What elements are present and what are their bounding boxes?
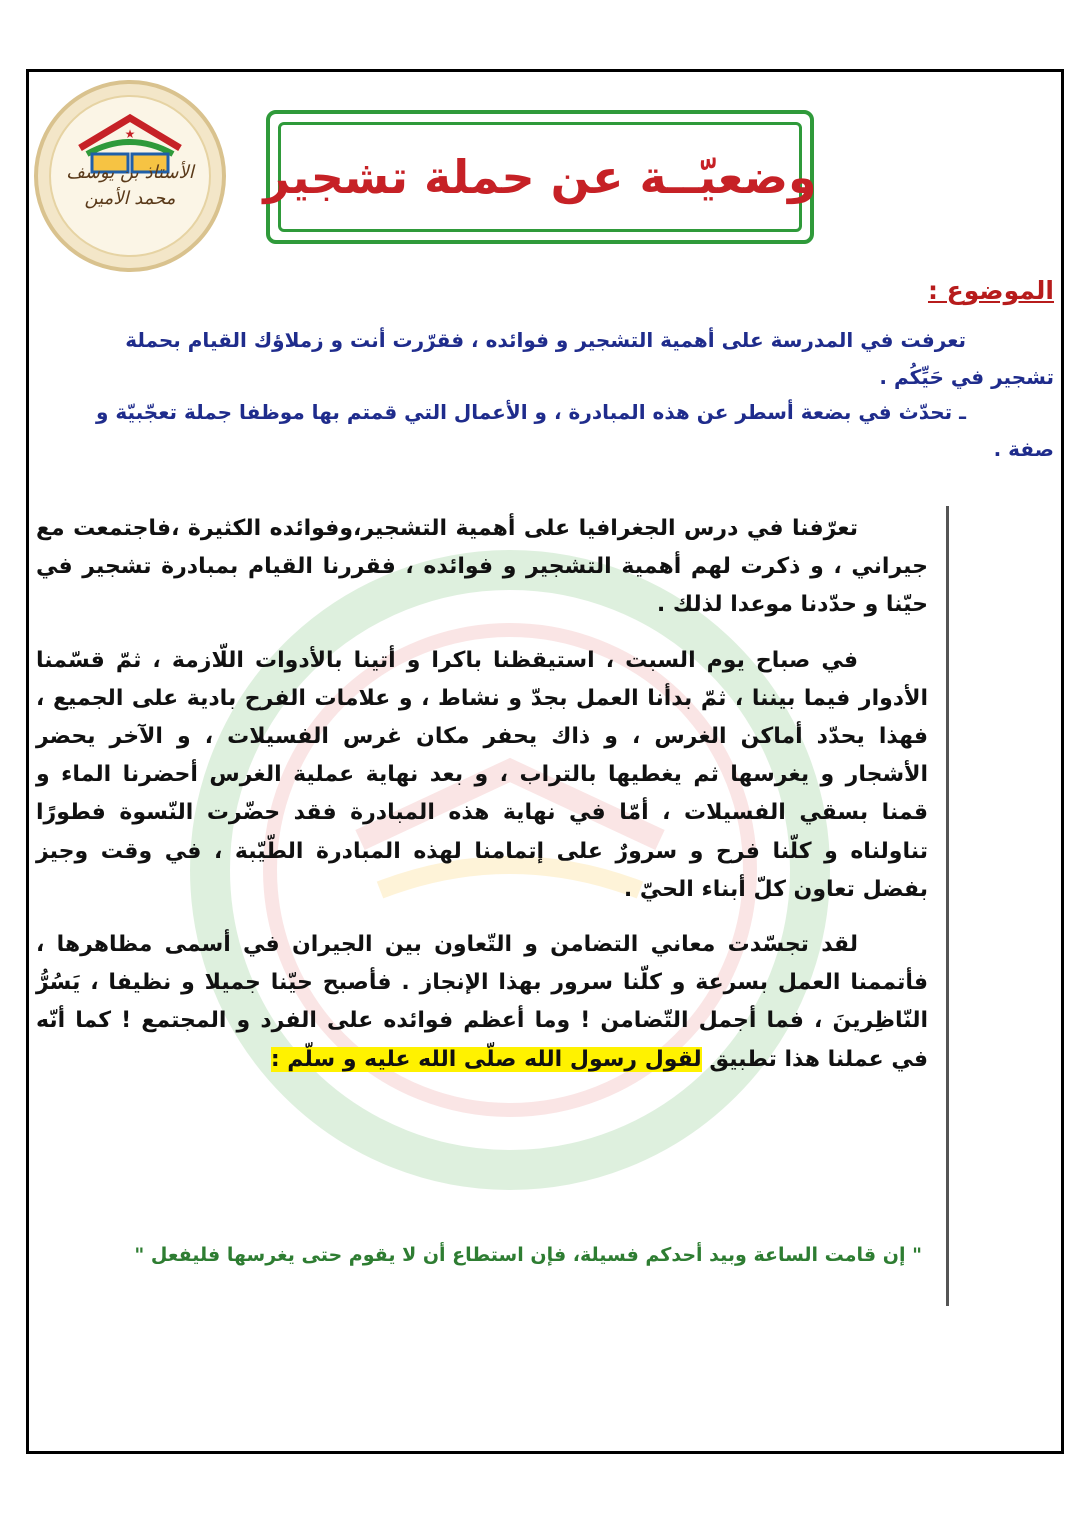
subject-prompt-2: ـ تحدّث في بضعة أسطر عن هذه المبادرة ، و الأعمال التي قمتم بها موظفا جملة تعجّبيّة و صفة . xyxy=(95,400,1054,461)
subject-prompt-1: تعرفت في المدرسة على أهمية التشجير و فوائده ، فقرّرت أنت و زملاؤك القيام بحملة تشجير في حَيِّكُم . xyxy=(125,328,1054,389)
essay-paragraph-3-text: لقد تجسّدت معاني التضامن و التّعاون بين الجيران في أسمى مظاهرها ، فأتممنا العمل بسرعة و كلّنا سرور بهذا الإنجاز . فأصبح حيّنا جميلا و نظيفا ، يَسُرُّ النّاظِرينَ ، فما أجمل التّضامن ! وما أعظم فوائده على الفرد و المجتمع ! كما أنّه في عملنا هذا تطبيق xyxy=(36,932,928,1072)
essay-body xyxy=(36,510,928,1096)
title-inner-frame xyxy=(263,122,817,232)
subject-label: الموضوع : xyxy=(927,276,1054,305)
page-title: وضعيّــة عن حملة تشجير xyxy=(263,150,817,204)
margin-rule xyxy=(946,506,949,1306)
essay-paragraph-3 xyxy=(36,926,928,1079)
essay-paragraph-1: تعرّفنا في درس الجغرافيا على أهمية التشجير،وفوائده الكثيرة ،فاجتمعت مع جيراني ، و ذكرت لهم أهمية التشجير و فوائده ، فقررنا القيام بمبادرة تشجير في حيّنا و حدّدنا موعدا لذلك . xyxy=(36,516,928,618)
hadith-quote: " إن قامت الساعة وبيد أحدكم فسيلة، فإن استطاع أن لا يقوم حتى يغرسها فليفعل " xyxy=(134,1244,922,1266)
svg-text:★: ★ xyxy=(124,127,136,141)
highlighted-quote-intro: لقول رسول الله صلّى الله عليه و سلّم : xyxy=(270,1046,702,1072)
logo-signature: الأستاذ بن يوسف محمد الأمين xyxy=(66,162,194,209)
essay-paragraph-2: في صباح يوم السبت ، استيقظنا باكرا و أتينا بالأدوات اللّازمة ، ثمّ قسّمنا الأدوار فيما بيننا ، ثمّ بدأنا العمل بجدّ و نشاط ، و علامات الفرح بادية على الجميع ، فهذا يحدّد أماكن الغرس ، و ذاك يحفر مكان غرس الفسيلات ، و الآخر يحضر الأشجار و يغرسها ثم يغطيها بالتراب ، و بعد نهاية عملية الغرس أحضرنا الماء و قمنا بسقي الفسيلات ، أمّا في نهاية هذه المبادرة فقد حضّرت النّسوة فطورًا تناولناه و كلّنا فرح و سرورٌ على إتمامنا لهذه المبادرة الطّيّبة ، في وقت وجيز بفضل تعاون كلّ أبناء الحيّ . xyxy=(36,647,928,902)
title-frame xyxy=(263,110,817,244)
